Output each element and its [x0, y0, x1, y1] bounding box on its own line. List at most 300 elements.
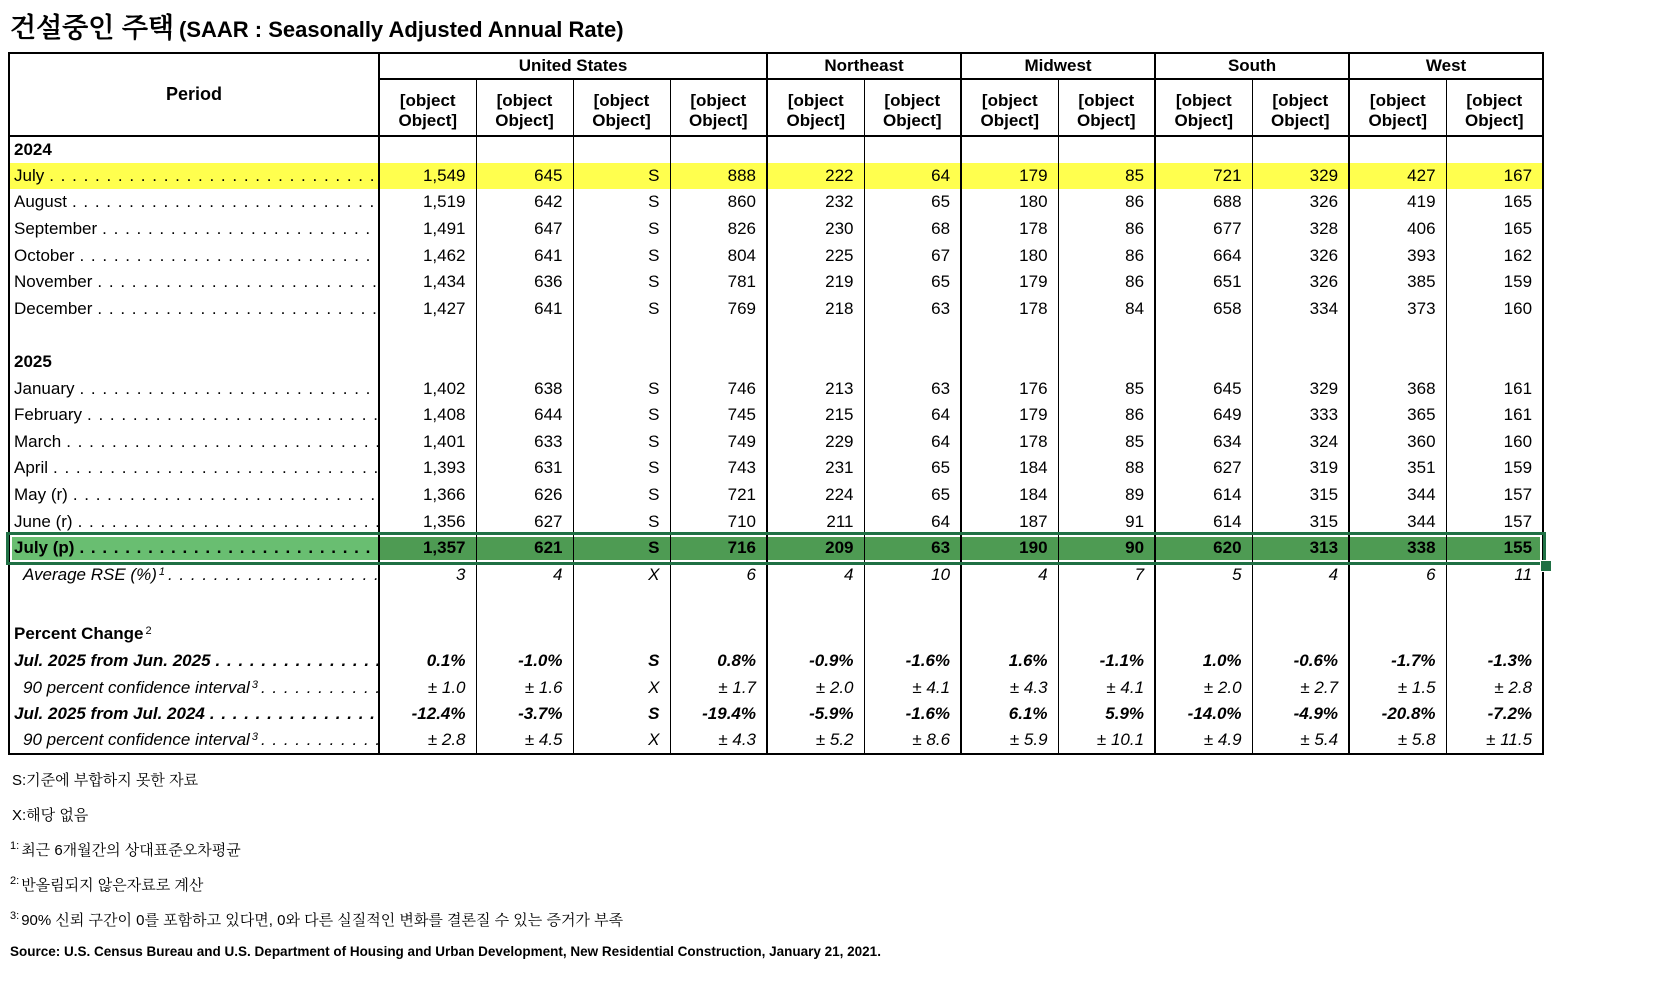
value-cell: [1349, 322, 1446, 349]
value-cell: 826: [670, 216, 767, 243]
value-cell: [961, 621, 1058, 648]
value-cell: 315: [1252, 508, 1349, 535]
value-cell: 218: [767, 296, 864, 323]
value-cell: 165: [1446, 216, 1543, 243]
period-cell: [9, 588, 379, 621]
table-row: [9, 242, 1543, 269]
value-cell: -4.9%: [1252, 701, 1349, 728]
value-cell: 222: [767, 163, 864, 190]
value-cell: [1058, 322, 1155, 349]
value-cell: 65: [864, 269, 961, 296]
value-cell: 65: [864, 189, 961, 216]
value-cell: 419: [1349, 189, 1446, 216]
value-cell: [476, 136, 573, 163]
value-cell: [379, 588, 476, 621]
value-cell: 641: [476, 242, 573, 269]
value-cell: 190: [961, 535, 1058, 562]
value-cell: 180: [961, 189, 1058, 216]
value-cell: -1.1%: [1058, 648, 1155, 675]
row-footnote-sup: 3: [251, 678, 258, 691]
row-label: Average RSE (%): [23, 564, 157, 584]
value-cell: ± 4.1: [864, 674, 961, 701]
column-subheader: [object Object]: [476, 79, 573, 136]
table-row: [9, 727, 1543, 754]
value-cell: 1,519: [379, 189, 476, 216]
period-cell: [9, 349, 379, 376]
value-cell: 1,434: [379, 269, 476, 296]
value-cell: [379, 349, 476, 376]
footnote-marker: 3:: [10, 910, 20, 923]
column-subheader: [object Object]: [767, 79, 864, 136]
value-cell: 333: [1252, 402, 1349, 429]
value-cell: 645: [476, 163, 573, 190]
dot-leader: [213, 651, 378, 671]
value-cell: [1252, 322, 1349, 349]
row-footnote-sup: 2: [145, 625, 152, 638]
value-cell: [476, 588, 573, 621]
value-cell: 219: [767, 269, 864, 296]
row-label: September: [14, 219, 98, 239]
footnote-text: 반올림되지 않은자료로 계산: [21, 877, 204, 895]
value-cell: S: [573, 429, 670, 456]
value-cell: 645: [1155, 375, 1252, 402]
value-cell: 360: [1349, 429, 1446, 456]
value-cell: [1446, 588, 1543, 621]
value-cell: 627: [476, 508, 573, 535]
value-cell: 155: [1446, 535, 1543, 562]
value-cell: 209: [767, 535, 864, 562]
value-cell: 0.1%: [379, 648, 476, 675]
value-cell: 804: [670, 242, 767, 269]
value-cell: S: [573, 296, 670, 323]
value-cell: 328: [1252, 216, 1349, 243]
row-label: Percent Change: [14, 624, 144, 644]
value-cell: [1058, 349, 1155, 376]
column-subheader: [object Object]: [1446, 79, 1543, 136]
column-subheader: [object Object]: [573, 79, 670, 136]
value-cell: [670, 136, 767, 163]
footnote: [10, 769, 1670, 790]
value-cell: 7: [1058, 562, 1155, 589]
value-cell: 329: [1252, 375, 1349, 402]
table-row: [9, 375, 1543, 402]
value-cell: [379, 322, 476, 349]
row-footnote-sup: 1: [158, 565, 165, 578]
value-cell: 860: [670, 189, 767, 216]
period-cell: [9, 535, 379, 562]
value-cell: 176: [961, 375, 1058, 402]
value-cell: ± 2.0: [1155, 674, 1252, 701]
value-cell: 213: [767, 375, 864, 402]
value-cell: ± 11.5: [1446, 727, 1543, 754]
period-cell: [9, 701, 379, 728]
value-cell: [1349, 349, 1446, 376]
value-cell: 634: [1155, 429, 1252, 456]
value-cell: S: [573, 455, 670, 482]
value-cell: 351: [1349, 455, 1446, 482]
value-cell: 85: [1058, 375, 1155, 402]
value-cell: 627: [1155, 455, 1252, 482]
table-row: [9, 296, 1543, 323]
row-label: May (r): [14, 485, 68, 505]
value-cell: 1.0%: [1155, 648, 1252, 675]
value-cell: ± 1.0: [379, 674, 476, 701]
dot-leader: [258, 730, 378, 750]
region-group-header: Northeast: [767, 53, 961, 79]
row-label: December: [14, 298, 93, 318]
value-cell: -1.6%: [864, 648, 961, 675]
value-cell: 165: [1446, 189, 1543, 216]
value-cell: [670, 322, 767, 349]
value-cell: 90: [1058, 535, 1155, 562]
dot-leader: [99, 219, 378, 239]
value-cell: 184: [961, 482, 1058, 509]
value-cell: ± 2.0: [767, 674, 864, 701]
value-cell: 326: [1252, 242, 1349, 269]
value-cell: [1155, 136, 1252, 163]
value-cell: 636: [476, 269, 573, 296]
value-cell: 427: [1349, 163, 1446, 190]
value-cell: [670, 349, 767, 376]
value-cell: 1.6%: [961, 648, 1058, 675]
table-header: [9, 53, 1543, 136]
value-cell: S: [573, 482, 670, 509]
value-cell: 746: [670, 375, 767, 402]
dot-leader: [63, 432, 378, 452]
period-cell: [9, 242, 379, 269]
value-cell: [864, 588, 961, 621]
table-row: [9, 322, 1543, 349]
row-label: November: [14, 272, 93, 292]
value-cell: [1349, 621, 1446, 648]
value-cell: 664: [1155, 242, 1252, 269]
value-cell: ± 5.9: [961, 727, 1058, 754]
period-cell: [9, 621, 379, 648]
title-subtitle: (SAAR : Seasonally Adjusted Annual Rate): [179, 17, 624, 42]
value-cell: 647: [476, 216, 573, 243]
table-row: [9, 588, 1543, 621]
row-label: July: [14, 165, 45, 185]
value-cell: S: [573, 375, 670, 402]
value-cell: 324: [1252, 429, 1349, 456]
period-cell: [9, 482, 379, 509]
table-row[interactable]: [9, 535, 1543, 562]
table-row: [9, 508, 1543, 535]
table-row: [9, 562, 1543, 589]
value-cell: [1446, 349, 1543, 376]
value-cell: 3: [379, 562, 476, 589]
value-cell: [864, 136, 961, 163]
row-label: February: [14, 405, 83, 425]
value-cell: -7.2%: [1446, 701, 1543, 728]
value-cell: 649: [1155, 402, 1252, 429]
row-label: Jul. 2025 from Jun. 2025: [14, 650, 211, 670]
value-cell: X: [573, 674, 670, 701]
value-cell: [1252, 349, 1349, 376]
period-cell: [9, 674, 379, 701]
value-cell: 1,408: [379, 402, 476, 429]
value-cell: [767, 322, 864, 349]
row-label: 2024: [14, 139, 52, 159]
value-cell: 88: [1058, 455, 1155, 482]
value-cell: 6.1%: [961, 701, 1058, 728]
value-cell: 178: [961, 216, 1058, 243]
value-cell: 614: [1155, 508, 1252, 535]
value-cell: 677: [1155, 216, 1252, 243]
value-cell: 157: [1446, 482, 1543, 509]
value-cell: [1155, 322, 1252, 349]
value-cell: -20.8%: [1349, 701, 1446, 728]
value-cell: 229: [767, 429, 864, 456]
row-label: January: [14, 378, 75, 398]
value-cell: -1.0%: [476, 648, 573, 675]
value-cell: 4: [961, 562, 1058, 589]
dot-leader: [75, 512, 378, 532]
value-cell: [1349, 588, 1446, 621]
value-cell: 179: [961, 163, 1058, 190]
value-cell: 344: [1349, 508, 1446, 535]
value-cell: 326: [1252, 189, 1349, 216]
value-cell: 68: [864, 216, 961, 243]
value-cell: 86: [1058, 402, 1155, 429]
value-cell: [1446, 322, 1543, 349]
value-cell: 91: [1058, 508, 1155, 535]
value-cell: 329: [1252, 163, 1349, 190]
value-cell: S: [573, 216, 670, 243]
region-group-header: United States: [379, 53, 767, 79]
value-cell: 1,427: [379, 296, 476, 323]
dot-leader: [76, 379, 378, 399]
value-cell: 84: [1058, 296, 1155, 323]
value-cell: 86: [1058, 216, 1155, 243]
dot-leader: [94, 299, 378, 319]
value-cell: 745: [670, 402, 767, 429]
value-cell: ± 2.8: [1446, 674, 1543, 701]
value-cell: -19.4%: [670, 701, 767, 728]
dot-leader: [69, 192, 378, 212]
value-cell: [573, 621, 670, 648]
value-cell: 162: [1446, 242, 1543, 269]
value-cell: 180: [961, 242, 1058, 269]
value-cell: 658: [1155, 296, 1252, 323]
value-cell: -0.9%: [767, 648, 864, 675]
value-cell: S: [573, 648, 670, 675]
value-cell: S: [573, 701, 670, 728]
dot-leader: [165, 565, 378, 585]
value-cell: 620: [1155, 535, 1252, 562]
table-row: [9, 216, 1543, 243]
value-cell: 406: [1349, 216, 1446, 243]
value-cell: 638: [476, 375, 573, 402]
row-label: March: [14, 431, 62, 451]
value-cell: ± 4.1: [1058, 674, 1155, 701]
value-cell: S: [573, 402, 670, 429]
column-subheader: [object Object]: [1349, 79, 1446, 136]
value-cell: 6: [1349, 562, 1446, 589]
value-cell: 179: [961, 402, 1058, 429]
value-cell: [379, 621, 476, 648]
dot-leader: [76, 246, 378, 266]
value-cell: 161: [1446, 375, 1543, 402]
value-cell: [573, 588, 670, 621]
row-label: 2025: [14, 352, 52, 372]
row-label: 90 percent confidence interval: [23, 677, 250, 697]
footnote-text: 90% 신뢰 구간이 0를 포함하고 있다면, 0와 다른 실질적인 변화를 결론질 수 있는 증거가 부족: [21, 912, 624, 930]
value-cell: [476, 621, 573, 648]
value-cell: 167: [1446, 163, 1543, 190]
value-cell: S: [573, 269, 670, 296]
period-cell: [9, 322, 379, 349]
value-cell: 393: [1349, 242, 1446, 269]
value-cell: 1,357: [379, 535, 476, 562]
value-cell: 224: [767, 482, 864, 509]
value-cell: -12.4%: [379, 701, 476, 728]
value-cell: [670, 588, 767, 621]
footnote-marker: 1:: [10, 840, 20, 853]
table-row: [9, 163, 1543, 190]
value-cell: 631: [476, 455, 573, 482]
value-cell: 769: [670, 296, 767, 323]
period-cell: [9, 163, 379, 190]
value-cell: 621: [476, 535, 573, 562]
period-cell: [9, 375, 379, 402]
value-cell: -1.6%: [864, 701, 961, 728]
value-cell: [961, 588, 1058, 621]
period-cell: [9, 269, 379, 296]
value-cell: [1058, 621, 1155, 648]
value-cell: [961, 349, 1058, 376]
dot-leader: [94, 272, 378, 292]
column-subheader: [object Object]: [1155, 79, 1252, 136]
value-cell: 4: [767, 562, 864, 589]
value-cell: ± 4.5: [476, 727, 573, 754]
period-cell: [9, 216, 379, 243]
value-cell: ± 4.3: [670, 727, 767, 754]
table-row: [9, 189, 1543, 216]
value-cell: 641: [476, 296, 573, 323]
value-cell: 1,462: [379, 242, 476, 269]
value-cell: [767, 349, 864, 376]
table-row: [9, 269, 1543, 296]
value-cell: 211: [767, 508, 864, 535]
value-cell: [1058, 588, 1155, 621]
value-cell: 64: [864, 508, 961, 535]
value-cell: 63: [864, 375, 961, 402]
value-cell: 86: [1058, 189, 1155, 216]
value-cell: ± 8.6: [864, 727, 961, 754]
dot-leader: [70, 485, 378, 505]
footnote: [10, 804, 1670, 825]
column-subheader: [object Object]: [1058, 79, 1155, 136]
value-cell: [573, 136, 670, 163]
value-cell: 315: [1252, 482, 1349, 509]
row-label: October: [14, 245, 75, 265]
value-cell: 89: [1058, 482, 1155, 509]
value-cell: 179: [961, 269, 1058, 296]
footnote-text: S:기준에 부합하지 못한 자료: [12, 772, 199, 790]
column-subheader: [object Object]: [670, 79, 767, 136]
value-cell: [573, 322, 670, 349]
value-cell: ± 5.8: [1349, 727, 1446, 754]
footnote-text: X:해당 없음: [12, 807, 89, 825]
column-subheader: [object Object]: [864, 79, 961, 136]
period-cell: [9, 429, 379, 456]
value-cell: S: [573, 242, 670, 269]
value-cell: [573, 349, 670, 376]
value-cell: 368: [1349, 375, 1446, 402]
value-cell: [1058, 136, 1155, 163]
value-cell: 64: [864, 402, 961, 429]
region-group-header: West: [1349, 53, 1543, 79]
period-header: Period: [9, 53, 379, 136]
value-cell: 10: [864, 562, 961, 589]
value-cell: ± 10.1: [1058, 727, 1155, 754]
value-cell: 159: [1446, 455, 1543, 482]
value-cell: [961, 322, 1058, 349]
table-row: [9, 402, 1543, 429]
value-cell: 64: [864, 163, 961, 190]
value-cell: 1,491: [379, 216, 476, 243]
period-cell: [9, 727, 379, 754]
table-row: [9, 621, 1543, 648]
value-cell: 215: [767, 402, 864, 429]
row-label: April: [14, 458, 49, 478]
value-cell: ± 2.7: [1252, 674, 1349, 701]
value-cell: ± 2.8: [379, 727, 476, 754]
table-body: [9, 136, 1543, 754]
table-row: [9, 349, 1543, 376]
period-cell: [9, 648, 379, 675]
footnote: [10, 839, 1670, 860]
title-korean: 건설중인 주택: [10, 13, 174, 43]
value-cell: 160: [1446, 429, 1543, 456]
value-cell: [767, 136, 864, 163]
column-subheader: [object Object]: [1252, 79, 1349, 136]
footnote: [10, 909, 1670, 930]
dot-leader: [46, 166, 378, 186]
value-cell: [767, 588, 864, 621]
value-cell: 721: [670, 482, 767, 509]
value-cell: 85: [1058, 429, 1155, 456]
value-cell: -0.6%: [1252, 648, 1349, 675]
value-cell: 642: [476, 189, 573, 216]
period-cell: [9, 402, 379, 429]
value-cell: S: [573, 535, 670, 562]
column-subheader: [object Object]: [379, 79, 476, 136]
period-cell: [9, 508, 379, 535]
source-line: Source: U.S. Census Bureau and U.S. Department of Housing and Urban Development, New Residential Construction, January 21, 2021.: [10, 944, 881, 960]
table-row: [9, 482, 1543, 509]
value-cell: 65: [864, 455, 961, 482]
value-cell: 749: [670, 429, 767, 456]
value-cell: 67: [864, 242, 961, 269]
value-cell: 334: [1252, 296, 1349, 323]
value-cell: 225: [767, 242, 864, 269]
value-cell: 11: [1446, 562, 1543, 589]
value-cell: 1,366: [379, 482, 476, 509]
value-cell: 187: [961, 508, 1058, 535]
period-cell: [9, 136, 379, 163]
value-cell: [961, 136, 1058, 163]
value-cell: S: [573, 508, 670, 535]
value-cell: 161: [1446, 402, 1543, 429]
value-cell: 365: [1349, 402, 1446, 429]
value-cell: -14.0%: [1155, 701, 1252, 728]
value-cell: 86: [1058, 242, 1155, 269]
value-cell: 4: [476, 562, 573, 589]
value-cell: 1,549: [379, 163, 476, 190]
footnotes: [10, 769, 1670, 930]
